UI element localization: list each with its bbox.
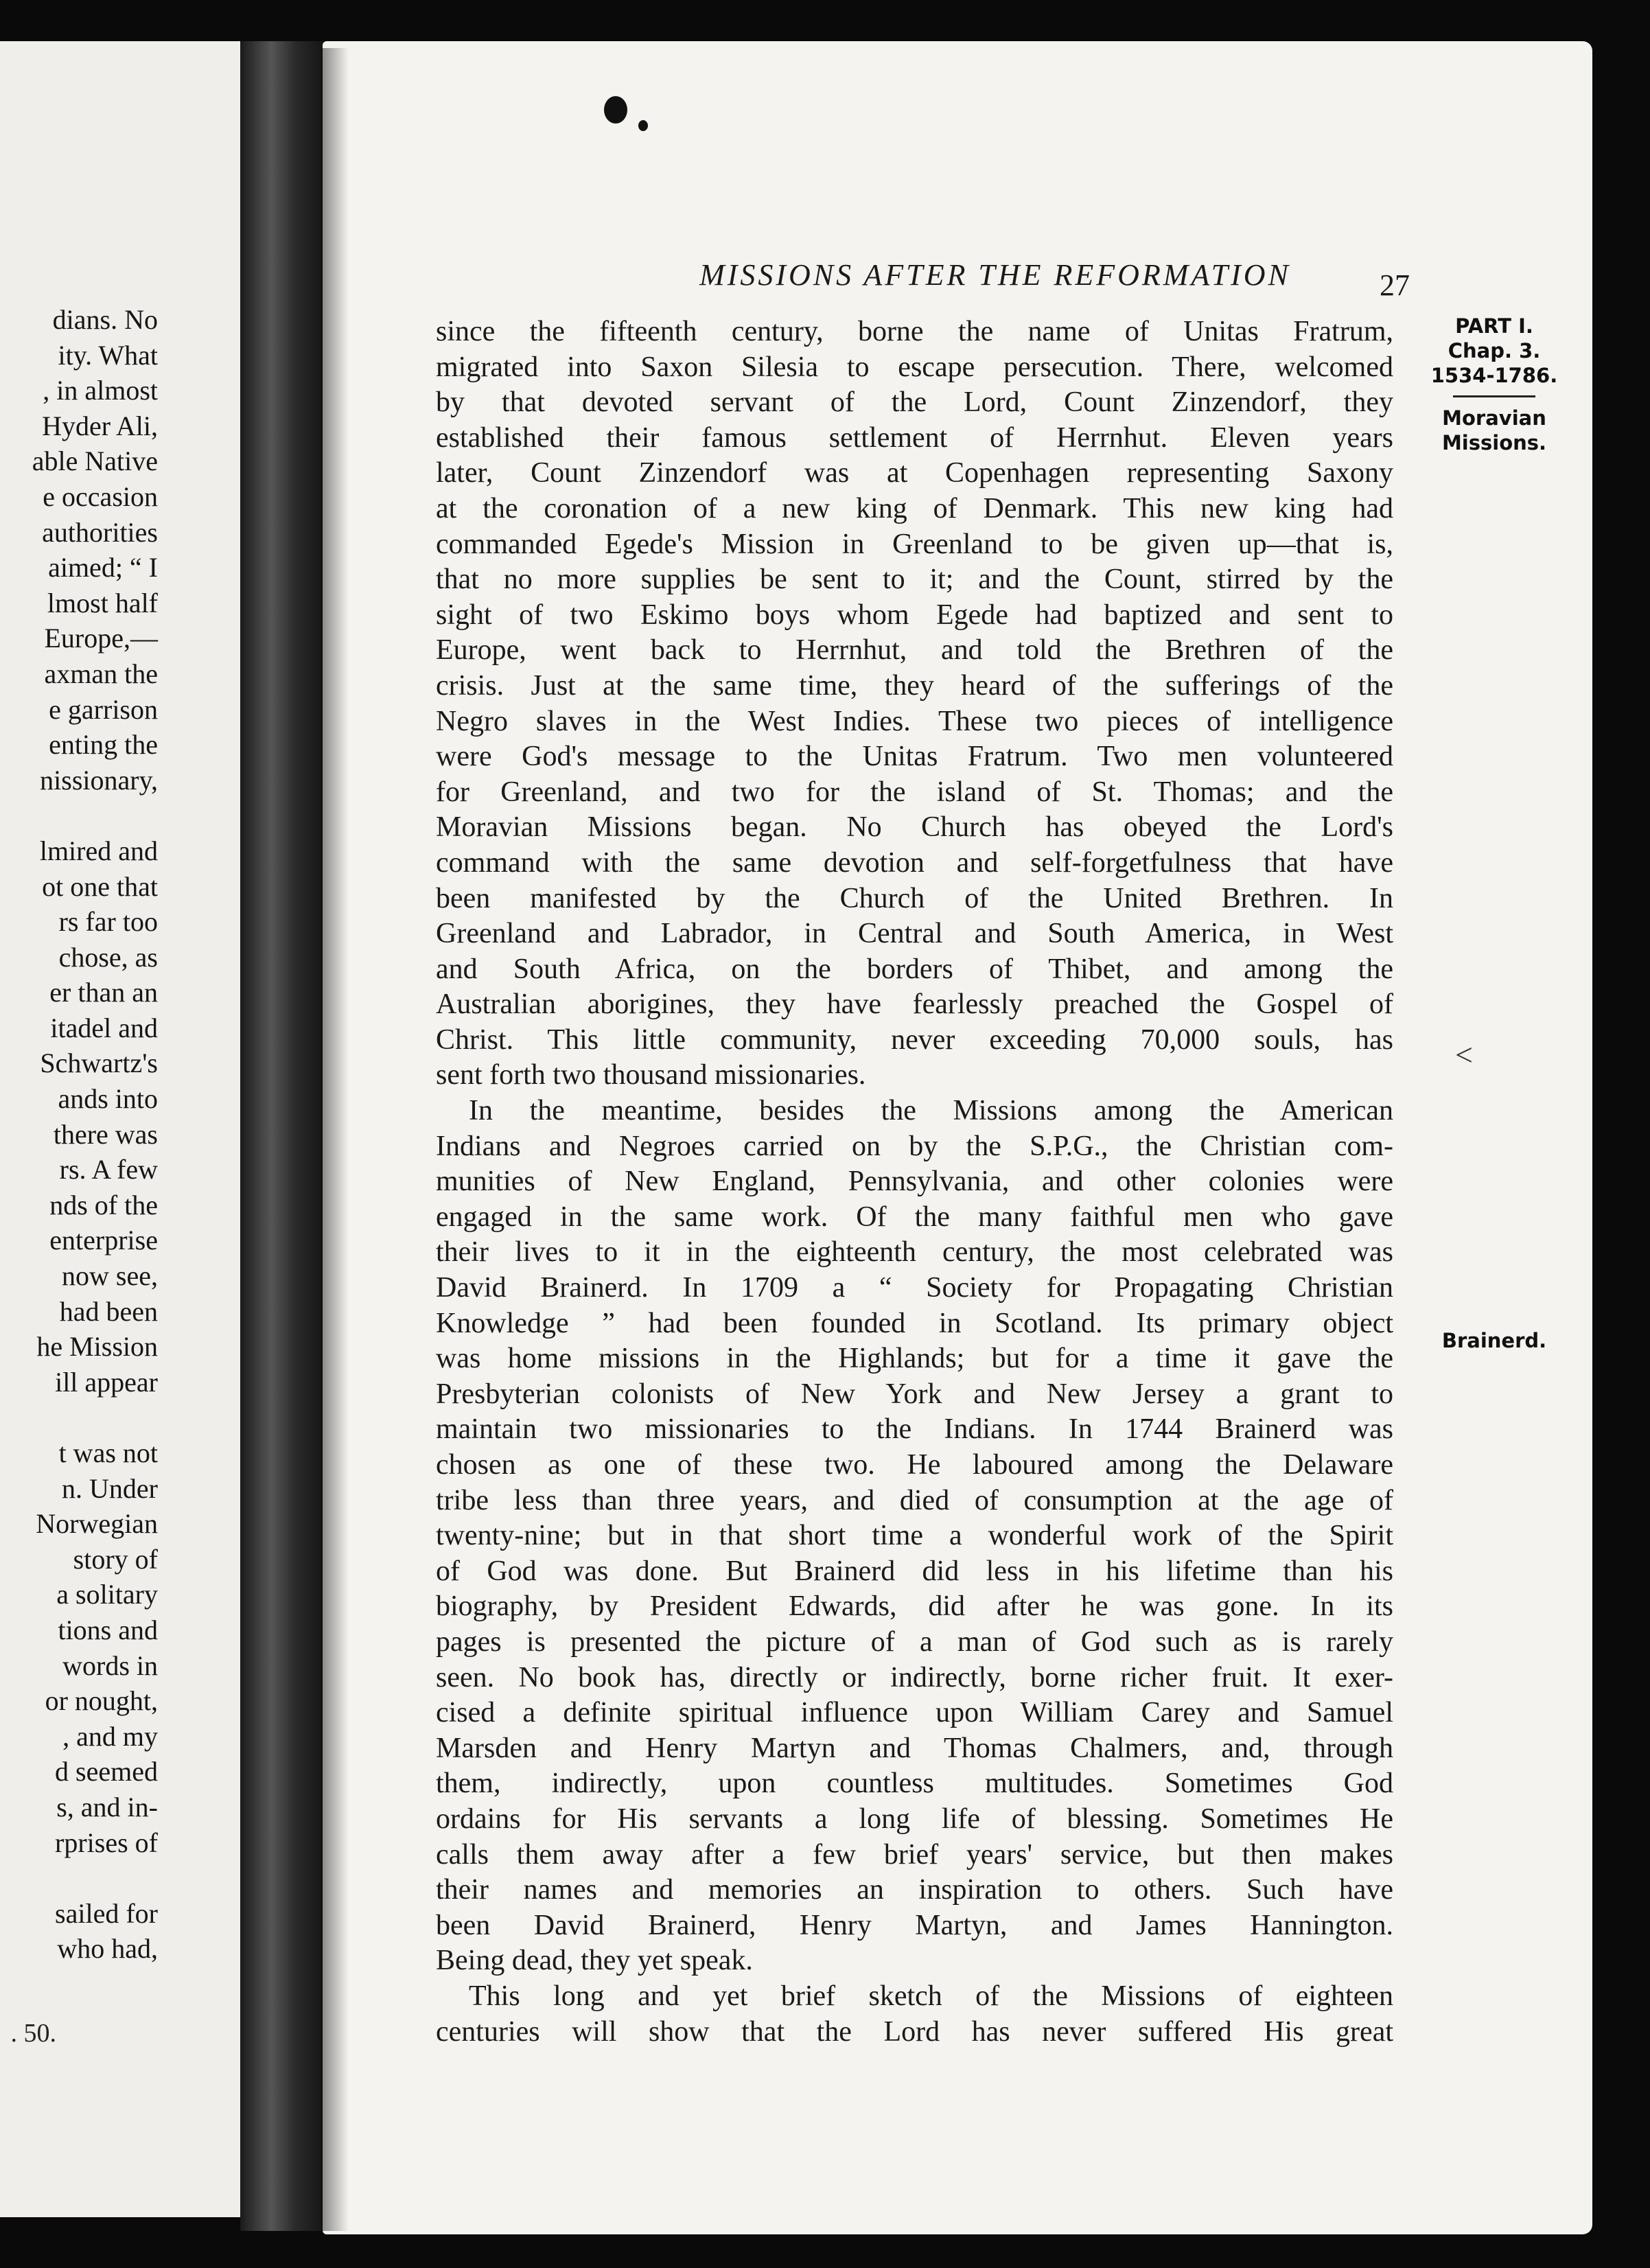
body-line: sight of two Eskimo boys whom Egede had baptized and sent to [436,599,1393,631]
previous-page-line: rs. A few [59,1154,158,1185]
previous-page-line: or nought, [45,1685,158,1717]
previous-page-line: ot one that [42,870,158,902]
sidenote-years: 1534-1786. [1430,364,1558,387]
previous-page-line: ill appear [55,1366,158,1398]
body-line: maintain two missionaries to the Indians. In 1744 Brainerd was [436,1413,1393,1446]
previous-page-line: he Mission [36,1331,158,1363]
body-line: been David Brainerd, Henry Martyn, and James Hannington. [436,1909,1393,1941]
body-line: pages is presented the picture of a man of God such as is rarely [436,1625,1393,1658]
body-line: at the coronation of a new king of Denmark. This new king had [436,492,1393,524]
body-line: chosen as one of these two. He laboured among the Delaware [436,1449,1393,1481]
previous-page-line: a solitary [56,1579,158,1610]
previous-page-line: lmired and [39,835,158,866]
gutter-shadow [321,48,349,2231]
previous-page-line: able Native [32,445,158,477]
previous-page-line: enting the [49,729,158,761]
body-line: Presbyterian colonists of New York and New Jersey a grant to [436,1378,1393,1410]
sidenote-chapter: Chap. 3. [1448,339,1541,362]
sidenote-missions: Missions. [1441,431,1547,454]
previous-page-line: story of [73,1543,158,1575]
body-line: This long and yet brief sketch of the Missions of eighteen [469,1980,1393,2012]
body-line: crisis. Just at the same time, they heard of the sufferings of the [436,669,1393,702]
body-line: for Greenland, and two for the island of St. Thomas; and the [436,776,1393,808]
body-line: of God was done. But Brainerd did less in his lifetime than his [436,1555,1393,1587]
body-text [436,314,1393,2050]
body-line: later, Count Zinzendorf was at Copenhagen representing Saxony [436,457,1393,489]
body-line: and South Africa, on the borders of Thibet, and among the [436,953,1393,985]
previous-page-line: nissionary, [40,764,158,796]
body-line: commanded Egede's Mission in Greenland to be given up—that is, [436,528,1393,560]
scan-speck [604,96,627,124]
previous-page-line: chose, as [58,941,158,973]
body-line: migrated into Saxon Silesia to escape persecution. There, welcomed [436,351,1393,383]
previous-page-line: , in almost [43,375,158,406]
previous-page-line: ands into [58,1083,158,1115]
previous-page-line: e garrison [49,693,158,725]
body-line: seen. No book has, directly or indirectly, borne richer fruit. It exer- [436,1661,1393,1693]
previous-page-line: , and my [62,1720,158,1752]
previous-page-line: enterprise [49,1225,158,1256]
running-head: MISSIONS AFTER THE REFORMATION [699,258,1291,292]
page [323,41,1592,2234]
body-line: been manifested by the Church of the United Brethren. In [436,882,1393,914]
body-line: was home missions in the Highlands; but for a time it gave the [436,1343,1393,1375]
previous-page-line: nds of the [49,1189,158,1220]
body-line: munities of New England, Pennsylvania, and other colonies were [436,1166,1393,1198]
body-line: Christ. This little community, never exceeding 70,000 souls, has [436,1023,1393,1056]
previous-page-line: who had, [57,1933,158,1965]
sidenote-brainerd: Brainerd. [1441,1329,1547,1352]
body-line: Being dead, they yet speak. [436,1945,753,1977]
body-line: Indians and Negroes carried on by the S.P.G., the Christian com- [436,1130,1393,1162]
previous-page-line: lmost half [47,587,158,618]
body-line: ordains for His servants a long life of blessing. Sometimes He [436,1803,1393,1835]
previous-page-line: dians. No [52,304,158,335]
sidenote-moravian: Moravian [1442,406,1546,430]
book-gutter [240,41,329,2231]
body-line: engaged in the same work. Of the many faithful men who gave [436,1201,1393,1233]
previous-page-line: Schwartz's [40,1048,158,1079]
body-line: Knowledge ” had been founded in Scotland. Its primary object [436,1307,1393,1339]
previous-page-text [0,302,158,1967]
body-line: Negro slaves in the West Indies. These two pieces of intelligence [436,705,1393,737]
body-line: their lives to it in the eighteenth century, the most celebrated was [436,1236,1393,1269]
previous-page-line: now see, [62,1260,158,1292]
pencil-mark: < [1455,1037,1473,1072]
body-line: Europe, went back to Herrnhut, and told the Brethren of the [436,634,1393,667]
sidenote-rule [1453,395,1535,397]
previous-page-line: there was [53,1118,158,1150]
previous-page-line: authorities [42,516,158,548]
previous-page-line: Europe,— [44,623,158,654]
previous-page-line: words in [62,1650,158,1681]
previous-page-line: ity. What [58,339,158,371]
previous-page-line: had been [59,1295,158,1327]
scan-speck [638,120,648,131]
previous-page [0,41,271,2217]
body-line: their names and memories an inspiration to others. Such have [436,1874,1393,1906]
body-line: Greenland and Labrador, in Central and South America, in West [436,918,1393,950]
body-line: by that devoted servant of the Lord, Count Zinzendorf, they [436,386,1393,419]
previous-page-line: rprises of [55,1827,158,1858]
previous-page-footnote: . 50. [10,2019,56,2048]
body-line: twenty-nine; but in that short time a wonderful work of the Spirit [436,1520,1393,1552]
previous-page-line [0,798,158,833]
body-line: established their famous settlement of Herrnhut. Eleven years [436,421,1393,454]
body-line: In the meantime, besides the Missions among the American [469,1095,1393,1127]
previous-page-line: aimed; “ I [48,552,158,583]
previous-page-line: sailed for [55,1897,158,1929]
previous-page-line: Norwegian [36,1508,158,1540]
body-line: tribe less than three years, and died of consumption at the age of [436,1484,1393,1516]
body-line: were God's message to the Unitas Fratrum. Two men volunteered [436,741,1393,773]
body-line: Moravian Missions began. No Church has obeyed the Lord's [436,811,1393,844]
body-line: that no more supplies be sent to it; and the Count, stirred by the [436,564,1393,596]
previous-page-line: tions and [58,1614,158,1645]
previous-page-line: n. Under [62,1472,158,1504]
body-line: cised a definite spiritual influence upon William Carey and Samuel [436,1697,1393,1729]
page-number: 27 [1380,268,1410,302]
body-line: David Brainerd. In 1709 a “ Society for Propagating Christian [436,1272,1393,1304]
previous-page-line: Hyder Ali, [42,410,158,441]
body-line: centuries will show that the Lord has never suffered His great [436,2015,1393,2048]
previous-page-line: itadel and [50,1012,158,1043]
body-line: calls them away after a few brief years' service, but then makes [436,1838,1393,1871]
previous-page-line: er than an [49,977,158,1008]
body-line: sent forth two thousand missionaries. [436,1059,866,1091]
previous-page-line [0,1860,158,1896]
body-line: command with the same devotion and self-forgetfulness that have [436,846,1393,879]
previous-page-line: s, and in- [56,1791,158,1822]
body-line: since the fifteenth century, borne the name of Unitas Fratrum, [436,316,1393,347]
previous-page-line: d seemed [55,1756,158,1787]
body-line: biography, by President Edwards, did after he was gone. In its [436,1590,1393,1623]
body-line: Australian aborigines, they have fearlessly preached the Gospel of [436,988,1393,1021]
previous-page-line: e occasion [43,481,158,512]
previous-page-line [0,1400,158,1435]
previous-page-line: rs far too [58,906,158,938]
body-line: them, indirectly, upon countless multitudes. Sometimes God [436,1768,1393,1800]
previous-page-line: axman the [44,658,158,689]
previous-page-line: t was not [58,1437,158,1468]
body-line: Marsden and Henry Martyn and Thomas Chalmers, and, through [436,1732,1393,1764]
sidenote-part: PART I. [1455,314,1533,338]
